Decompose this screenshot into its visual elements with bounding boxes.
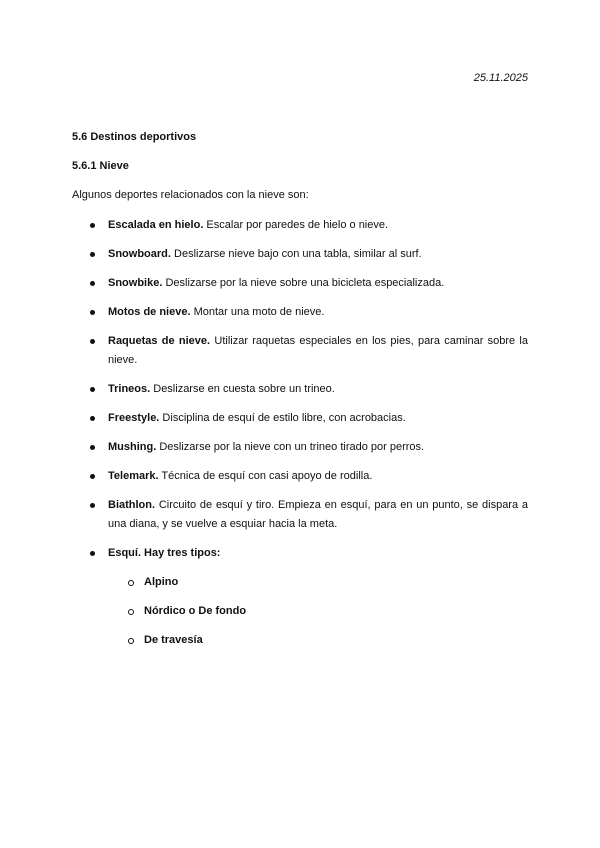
item-description: Deslizarse en cuesta sobre un trineo. [150, 383, 335, 395]
ski-type-label: De travesía [144, 634, 203, 646]
sub-list-item [108, 573, 528, 592]
ski-type-label: Nórdico o De fondo [144, 605, 247, 617]
sub-list-item [108, 631, 528, 650]
section-heading: 5.6 Destinos deportivos [72, 131, 197, 143]
item-term: Freestyle. [108, 412, 160, 424]
bullet-icon [90, 416, 95, 421]
item-description: Deslizarse por la nieve sobre una bicicleta especializada. [162, 277, 445, 289]
list-item [72, 245, 528, 264]
bullet-icon [90, 252, 95, 257]
bullet-icon [90, 281, 95, 286]
snow-sports-list [72, 216, 528, 650]
subsection-heading: 5.6.1 Nieve [72, 160, 129, 172]
bullet-icon [90, 503, 95, 508]
item-term: Mushing. [108, 441, 157, 453]
list-item [72, 409, 528, 428]
list-item [72, 380, 528, 399]
item-description: Deslizarse nieve bajo con una tabla, similar al surf. [170, 248, 422, 260]
item-term: Raquetas de nieve. [108, 335, 211, 347]
list-item [72, 274, 528, 293]
list-item [72, 303, 528, 322]
item-term: Snowbike. [108, 277, 163, 289]
list-item [72, 438, 528, 457]
list-item [72, 216, 528, 235]
list-item [72, 496, 528, 534]
item-description: Deslizarse por la nieve con un trineo tirado por perros. [156, 441, 425, 453]
ski-types-list [108, 573, 528, 650]
list-item [72, 332, 528, 370]
document-date: 25.11.2025 [473, 72, 528, 84]
list-item [72, 467, 528, 486]
bullet-icon [90, 310, 95, 315]
item-term: Snowboard. [108, 248, 171, 260]
bullet-icon [90, 339, 95, 344]
document-body [72, 130, 528, 660]
list-item [72, 544, 528, 650]
intro-paragraph: Algunos deportes relacionados con la nieve son: [72, 189, 309, 201]
item-description: Utilizar raquetas especiales en los pies, para caminar sobre la nieve. [108, 335, 528, 366]
circle-bullet-icon [128, 580, 134, 586]
bullet-icon [90, 387, 95, 392]
circle-bullet-icon [128, 638, 134, 644]
bullet-icon [90, 223, 95, 228]
bullet-icon [90, 474, 95, 479]
bullet-icon [90, 551, 95, 556]
item-term: Escalada en hielo. [108, 219, 204, 231]
item-term: Biathlon. [108, 499, 156, 511]
ski-type-label: Alpino [144, 576, 179, 588]
item-term: Telemark. [108, 470, 159, 482]
circle-bullet-icon [128, 609, 134, 615]
item-description: Escalar por paredes de hielo o nieve. [203, 219, 389, 231]
item-term: Trineos. [108, 383, 151, 395]
bullet-icon [90, 445, 95, 450]
item-description: Montar una moto de nieve. [190, 306, 325, 318]
item-term: Motos de nieve. [108, 306, 191, 318]
item-description: Disciplina de esquí de estilo libre, con acrobacias. [159, 412, 406, 424]
item-description: Circuito de esquí y tiro. Empieza en esquí, para en un punto, se dispara a una diana, y se vuelve a esquiar hacia la meta. [108, 499, 528, 530]
item-description: Técnica de esquí con casi apoyo de rodilla. [158, 470, 373, 482]
item-term: Esquí. Hay tres tipos: [108, 547, 221, 559]
sub-list-item [108, 602, 528, 621]
